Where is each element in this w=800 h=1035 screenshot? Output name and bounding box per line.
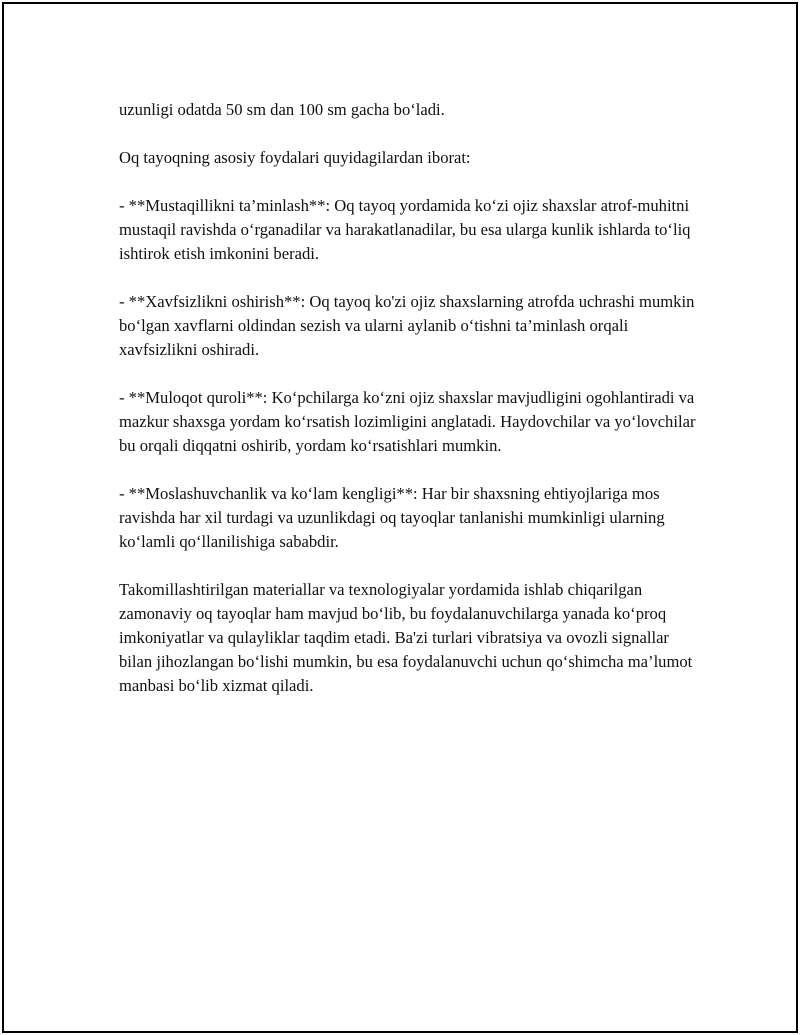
paragraph-modern-canes: Takomillashtirilgan materiallar va texnologiyalar yordamida ishlab chiqarilgan zamonaviy oq tayoqlar ham mavjud bo‘lib, bu foydalanuvchilarga yanada ko‘proq imkoniyatlar va qulayliklar taqdim etadi. Ba'zi turlari vibratsiya va ovozli signallar bilan jihozlangan bo‘lishi mumkin, bu esa foydalanuvchi uchun qo‘shimcha ma’lumot manbasi bo‘lib xizmat qiladi. (119, 580, 693, 695)
paragraph-safety: - **Xavfsizlikni oshirish**: Oq tayoq ko'zi ojiz shaxslarning atrofda uchrashi mumkin bo‘lgan xavflarni oldindan sezish va ularni aylanib o‘tishni ta’minlash orqali xavfsizlikni oshiradi. (119, 292, 695, 359)
document-page (2, 2, 798, 1033)
paragraph-independence: - **Mustaqillikni ta’minlash**: Oq tayoq yordamida ko‘zi ojiz shaxslar atrof-muhitni mustaqil ravishda o‘rganadilar va harakatlanadilar, bu esa ularga kunlik ishlarda to‘liq ishtirok etish imkonini beradi. (119, 196, 691, 263)
paragraph-flexibility: - **Moslashuvchanlik va ko‘lam kengligi**: Har bir shaxsning ehtiyojlariga mos ravishda har xil turdagi va uzunlikdagi oq tayoqlar tanlanishi mumkinligi ularning ko‘lamli qo‘llanilishiga sababdir. (119, 484, 665, 551)
paragraph-length-note: uzunligi odatda 50 sm dan 100 sm gacha bo‘ladi. (119, 100, 445, 119)
paragraph-benefits-intro: Oq tayoqning asosiy foydalari quyidagilardan iborat: (119, 148, 471, 167)
document-body (119, 98, 699, 722)
paragraph-communication: - **Muloqot quroli**: Ko‘pchilarga ko‘zni ojiz shaxslar mavjudligini ogohlantiradi va mazkur shaxsga yordam ko‘rsatish lozimligini anglatadi. Haydovchilar va yo‘lovchilar bu orqali diqqatni oshirib, yordam ko‘rsatishlari mumkin. (119, 388, 696, 455)
